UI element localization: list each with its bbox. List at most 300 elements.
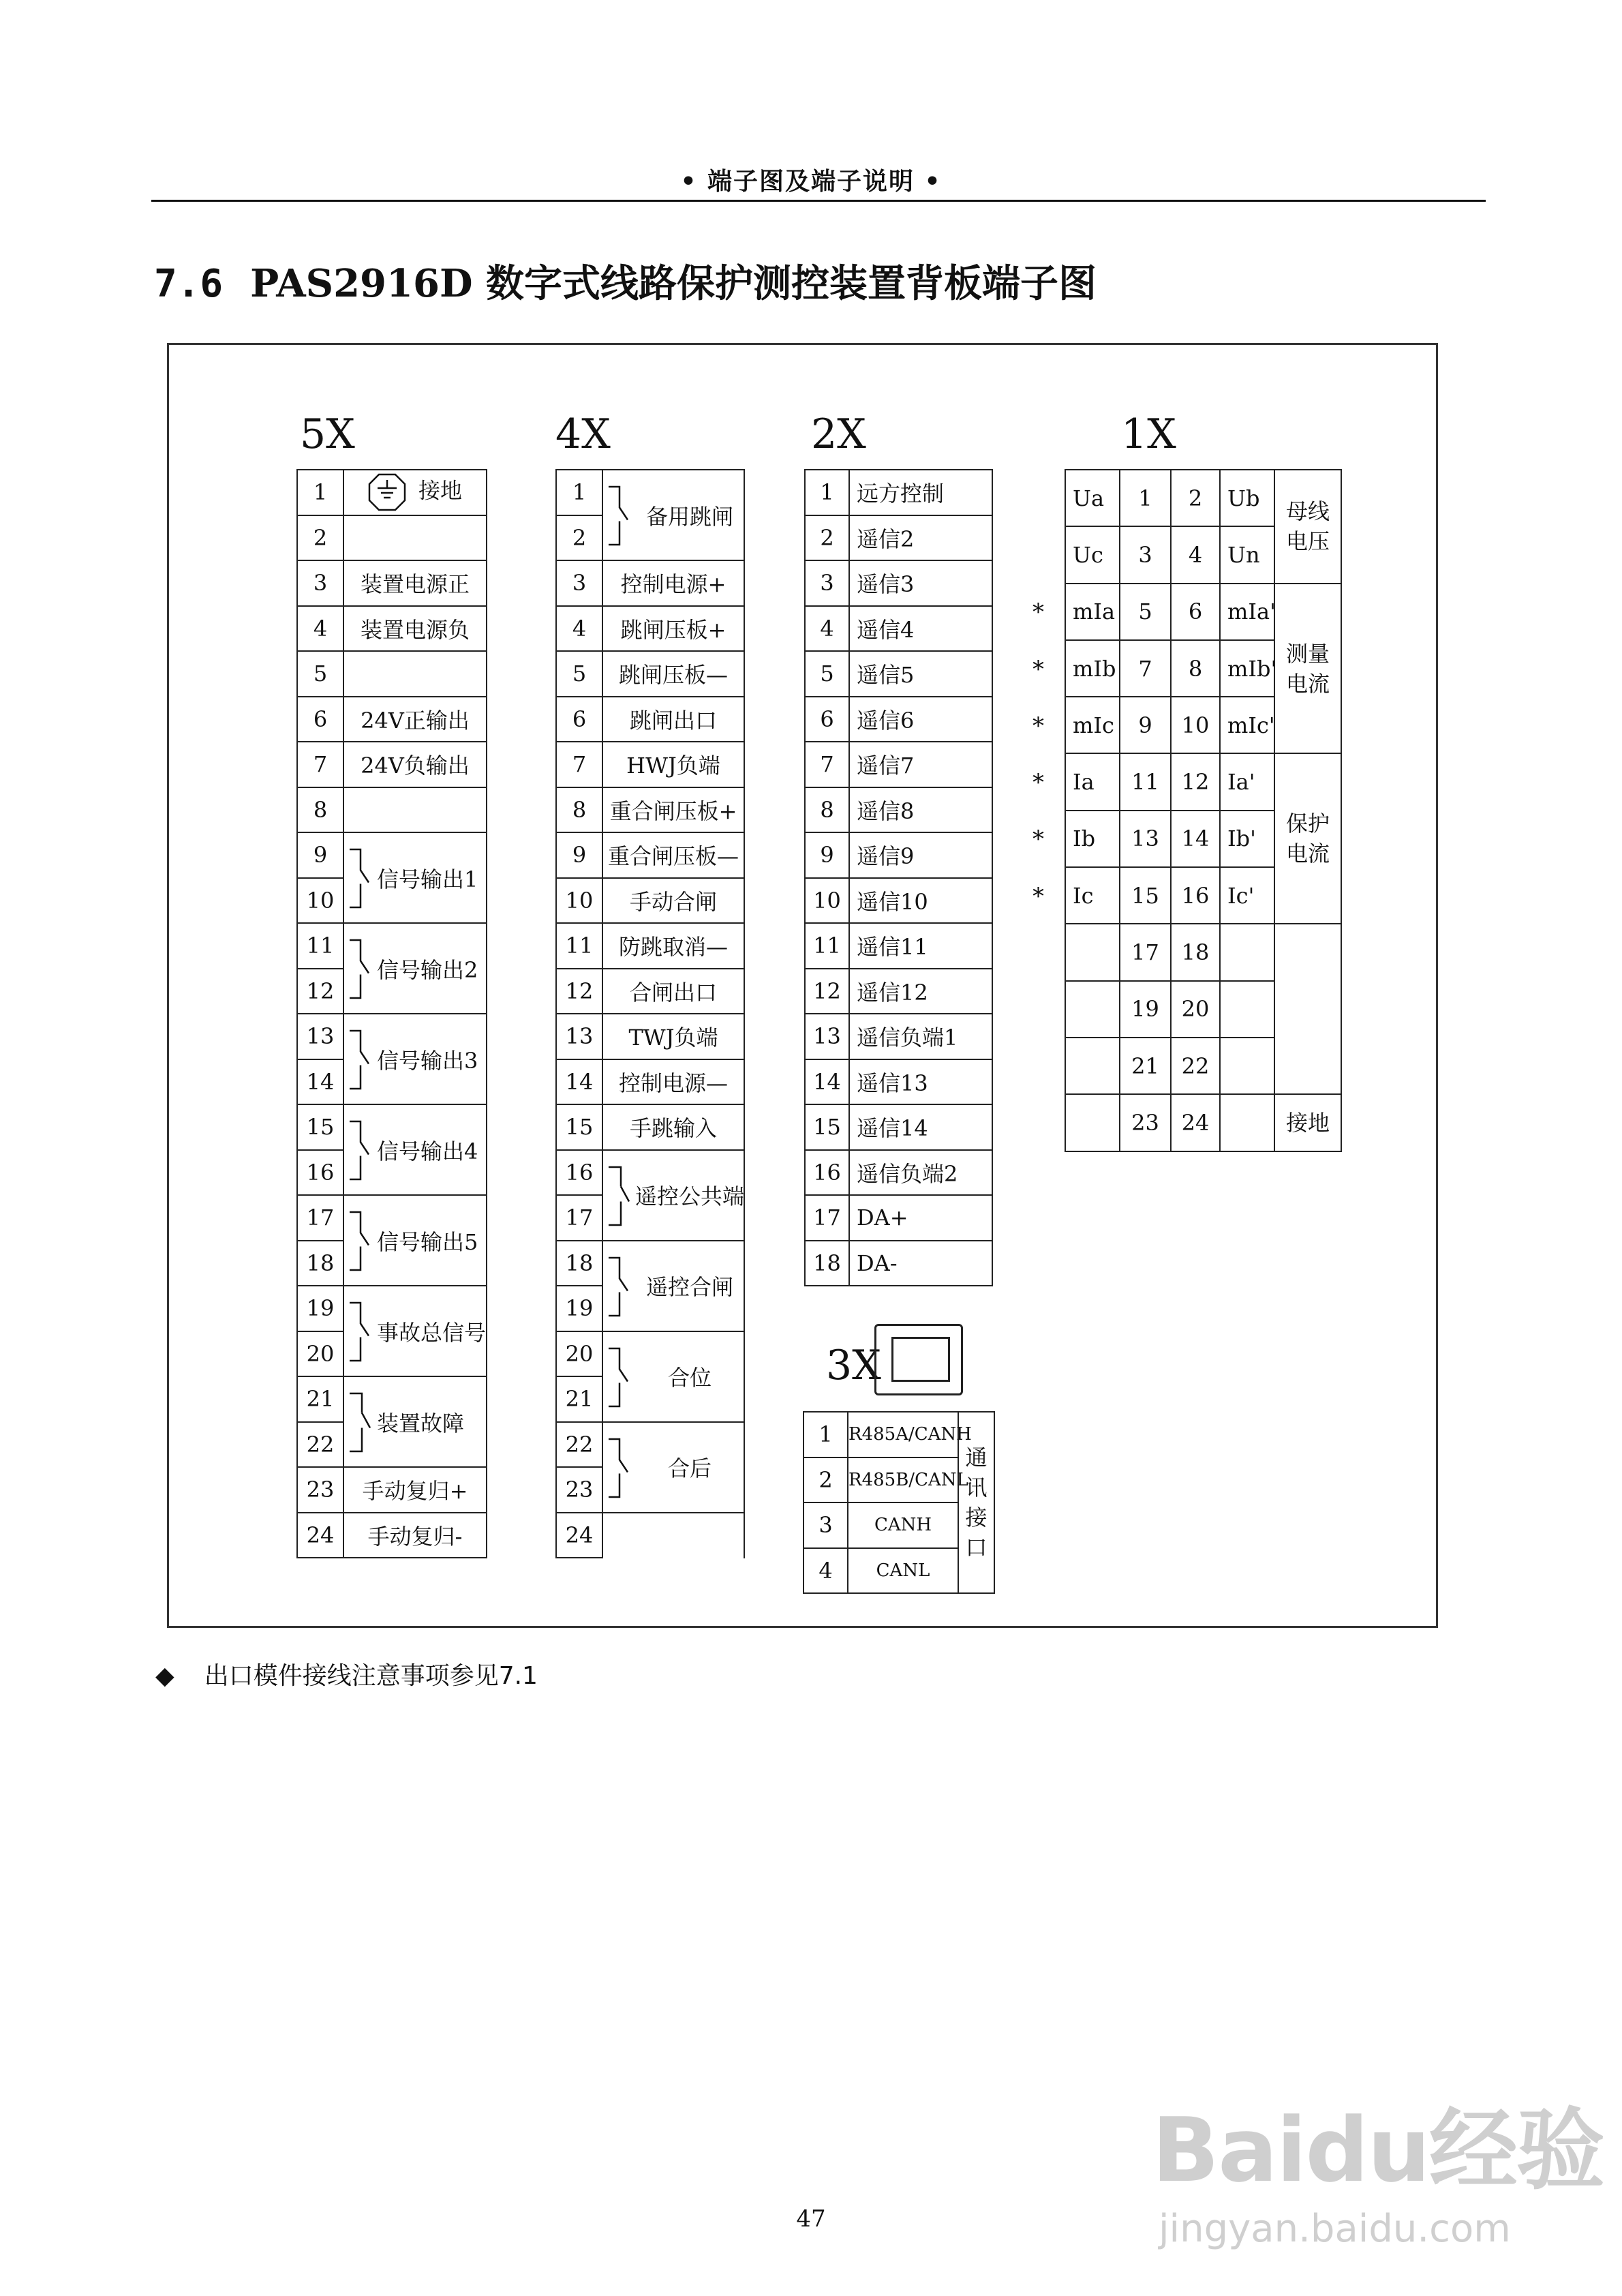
- terminal-number: 1: [297, 470, 343, 515]
- terminal-label: 信号输出1: [377, 866, 478, 892]
- terminal-row: [805, 470, 992, 515]
- terminal-number: 6: [1171, 584, 1220, 640]
- terminal-number: 9: [297, 832, 343, 878]
- relay-contact-icon: [606, 470, 630, 561]
- terminal-label: 信号输出3: [377, 1047, 478, 1074]
- terminal-row: [1065, 584, 1341, 640]
- terminal-number: 7: [805, 742, 849, 787]
- terminal-number: 1: [556, 470, 602, 515]
- signal-name-right: mIc': [1220, 697, 1274, 753]
- terminal-label: 合位: [667, 1365, 711, 1391]
- terminal-label: 遥控合闸: [645, 1274, 733, 1300]
- terminal-number: 8: [1171, 640, 1220, 697]
- terminal-block-1x: [1065, 469, 1342, 1152]
- terminal-label-text: 遥信3: [857, 571, 915, 598]
- comm-port-side-label: 通 讯 接 口: [958, 1412, 994, 1593]
- terminal-label-text: 手动复归-: [367, 1523, 463, 1550]
- terminal-label-text: 重合闸压板+: [609, 798, 737, 824]
- terminal-label-text: DA+: [857, 1205, 908, 1231]
- terminal-label-text: 远方控制: [857, 481, 945, 507]
- terminal-number: 8: [556, 787, 602, 833]
- terminal-row: [556, 1422, 744, 1468]
- terminal-label: [602, 832, 744, 878]
- terminal-row: [556, 787, 744, 833]
- terminal-label: [602, 651, 744, 697]
- terminal-number: 1: [805, 470, 849, 515]
- terminal-row: [297, 1467, 487, 1513]
- terminal-label-text: 防跳取消—: [618, 934, 728, 961]
- terminal-number: 16: [297, 1150, 343, 1196]
- terminal-label: 备用跳闸: [645, 503, 733, 530]
- terminal-label: [849, 1104, 992, 1150]
- terminal-label: 遥控公共端: [635, 1183, 745, 1209]
- signal-name-left: Ua: [1065, 470, 1120, 526]
- terminal-row: [297, 515, 487, 561]
- terminal-label: R485A/CANH: [848, 1412, 958, 1457]
- terminal-number: 16: [556, 1150, 602, 1196]
- terminal-number: 13: [556, 1014, 602, 1059]
- terminal-row: [805, 742, 992, 787]
- terminal-label-text: 遥信6: [857, 707, 915, 734]
- terminal-label-text: 遥信9: [857, 843, 915, 870]
- terminal-row: [556, 1331, 744, 1377]
- terminal-number: 4: [556, 606, 602, 652]
- terminal-number: 15: [556, 1104, 602, 1150]
- signal-name-left: [1065, 1038, 1120, 1094]
- terminal-label: [343, 1513, 487, 1558]
- terminal-number: 6: [297, 697, 343, 742]
- terminal-label-text: 遥信7: [857, 753, 915, 779]
- terminal-label-text: 遥信13: [857, 1070, 928, 1096]
- signal-name-right: [1220, 1094, 1274, 1151]
- terminal-number: 4: [1171, 526, 1220, 583]
- relay-contact-icon: [606, 1332, 630, 1423]
- terminal-row: [297, 742, 487, 787]
- terminal-label: [343, 697, 487, 742]
- signal-name-right: Ib': [1220, 811, 1274, 867]
- terminal-number: 4: [804, 1548, 848, 1594]
- terminal-number: 11: [805, 923, 849, 969]
- terminal-label: [602, 742, 744, 787]
- terminal-number: 5: [1120, 584, 1171, 640]
- terminal-number: 16: [1171, 867, 1220, 924]
- terminal-row: [1065, 924, 1341, 980]
- signal-name-right: mIa': [1220, 584, 1274, 640]
- signal-name-left: mIc: [1065, 697, 1120, 753]
- terminal-label-text: 24V正输出: [361, 707, 470, 734]
- terminal-block-3x: [803, 1411, 995, 1594]
- terminal-number: 24: [1171, 1094, 1220, 1151]
- relay-contact-cell: [343, 1286, 487, 1376]
- terminal-row: [297, 1513, 487, 1558]
- terminal-number: 6: [556, 697, 602, 742]
- group-label-3x: 3X: [826, 1342, 881, 1389]
- terminal-row: [556, 470, 744, 515]
- terminal-number: 17: [805, 1195, 849, 1241]
- polarity-star: *: [1032, 599, 1044, 626]
- terminal-label: 装置故障: [377, 1410, 465, 1436]
- terminal-number: 23: [1120, 1094, 1171, 1151]
- terminal-label: [849, 969, 992, 1014]
- terminal-row: [1065, 1094, 1341, 1151]
- terminal-row: [297, 560, 487, 606]
- relay-contact-cell: [343, 923, 487, 1014]
- terminal-row: [297, 923, 487, 969]
- terminal-number: 2: [805, 515, 849, 561]
- terminal-row: [297, 470, 487, 515]
- terminal-label: [602, 1104, 744, 1150]
- terminal-number: 7: [297, 742, 343, 787]
- terminal-number: 11: [556, 923, 602, 969]
- terminal-label: [602, 878, 744, 924]
- relay-contact-icon: [606, 1151, 630, 1241]
- terminal-number: 8: [805, 787, 849, 833]
- terminal-label-text: 控制电源+: [620, 571, 726, 598]
- terminal-row: [805, 1104, 992, 1150]
- terminal-label-text: 手动合闸: [629, 888, 717, 915]
- terminal-label-text: 遥信8: [857, 798, 915, 824]
- terminal-number: 16: [805, 1150, 849, 1196]
- group-label-2x: 2X: [811, 410, 866, 458]
- terminal-number: 22: [297, 1422, 343, 1468]
- terminal-row: [556, 1513, 744, 1558]
- terminal-number: 14: [805, 1059, 849, 1105]
- terminal-number: 8: [297, 787, 343, 833]
- terminal-label: [343, 651, 487, 697]
- terminal-number: 24: [556, 1513, 602, 1558]
- terminal-label-text: DA-: [857, 1250, 898, 1276]
- watermark-logo: Baidu经验: [1152, 2098, 1604, 2202]
- terminal-row: [805, 651, 992, 697]
- terminal-label: [602, 1014, 744, 1059]
- terminal-row: [297, 1104, 487, 1150]
- terminal-number: 20: [556, 1331, 602, 1377]
- terminal-row: [556, 651, 744, 697]
- terminal-number: 15: [297, 1104, 343, 1150]
- terminal-label: [343, 515, 487, 561]
- terminal-label-text: 合闸出口: [629, 979, 717, 1006]
- terminal-row: [556, 742, 744, 787]
- relay-contact-icon: [347, 1105, 371, 1196]
- header-rule: [151, 200, 1486, 202]
- terminal-block-4x: [555, 469, 745, 1558]
- terminal-number: 12: [1171, 753, 1220, 810]
- signal-name-right: Ub: [1220, 470, 1274, 526]
- terminal-number: 1: [1120, 470, 1171, 526]
- terminal-number: 19: [297, 1286, 343, 1331]
- terminal-label: [602, 697, 744, 742]
- terminal-label: [849, 832, 992, 878]
- terminal-label: [343, 470, 487, 515]
- terminal-label: [849, 515, 992, 561]
- terminal-row: [297, 697, 487, 742]
- terminal-row: [556, 560, 744, 606]
- terminal-label-text: 重合闸压板—: [607, 843, 739, 870]
- terminal-label-text: 装置电源负: [360, 616, 470, 643]
- terminal-label: [849, 923, 992, 969]
- terminal-label: [849, 1014, 992, 1059]
- terminal-number: 9: [1120, 697, 1171, 753]
- relay-contact-icon: [347, 833, 371, 924]
- relay-contact-icon: [347, 1014, 371, 1105]
- terminal-label: [602, 969, 744, 1014]
- terminal-number: 20: [1171, 981, 1220, 1038]
- terminal-number: 10: [1171, 697, 1220, 753]
- terminal-number: 7: [556, 742, 602, 787]
- terminal-row: [297, 1195, 487, 1241]
- signal-name-left: [1065, 981, 1120, 1038]
- terminal-number: 10: [805, 878, 849, 924]
- terminal-row: [805, 787, 992, 833]
- terminal-label-text: 跳闸压板—: [618, 662, 728, 689]
- terminal-label: [343, 742, 487, 787]
- terminal-number: 4: [805, 606, 849, 652]
- group-label-1x: 1X: [1121, 410, 1176, 458]
- connector-3x-icon: [874, 1324, 963, 1395]
- terminal-label: R485B/CANL: [848, 1457, 958, 1503]
- terminal-number: 6: [805, 697, 849, 742]
- footer-note-text: 出口模件接线注意事项参见7.1: [204, 1662, 538, 1690]
- section-number: 7.6: [154, 262, 224, 306]
- terminal-number: 2: [804, 1457, 848, 1503]
- terminal-row: [556, 1014, 744, 1059]
- terminal-row: [805, 1195, 992, 1241]
- signal-name-right: [1220, 1038, 1274, 1094]
- terminal-number: 24: [297, 1513, 343, 1558]
- terminal-number: 14: [297, 1059, 343, 1105]
- terminal-number: 3: [805, 560, 849, 606]
- terminal-row: [805, 923, 992, 969]
- terminal-row: [556, 1241, 744, 1286]
- terminal-label: 合后: [667, 1455, 711, 1481]
- terminal-number: 22: [1171, 1038, 1220, 1094]
- polarity-star: *: [1032, 769, 1044, 797]
- terminal-label: [849, 742, 992, 787]
- terminal-label-text: 手跳输入: [629, 1115, 717, 1142]
- diamond-bullet-icon: ◆: [155, 1662, 174, 1690]
- terminal-number: 5: [805, 651, 849, 697]
- signal-name-left: Ib: [1065, 811, 1120, 867]
- terminal-label: [849, 787, 992, 833]
- terminal-row: [1065, 753, 1341, 810]
- terminal-number: 7: [1120, 640, 1171, 697]
- terminal-number: 17: [297, 1195, 343, 1241]
- group-label-5x: 5X: [300, 410, 355, 458]
- terminal-label-text: 遥信负端1: [857, 1025, 958, 1051]
- terminal-number: 2: [556, 515, 602, 561]
- signal-name-left: mIa: [1065, 584, 1120, 640]
- terminal-row: [1065, 470, 1341, 526]
- terminal-label: [602, 787, 744, 833]
- terminal-row: [805, 1014, 992, 1059]
- terminal-row: [297, 1014, 487, 1059]
- terminal-number: 3: [804, 1502, 848, 1548]
- watermark: [1152, 2079, 1604, 2251]
- signal-name-right: [1220, 924, 1274, 980]
- terminal-row: [297, 606, 487, 652]
- terminal-label-text: 24V负输出: [361, 753, 470, 779]
- terminal-number: 3: [297, 560, 343, 606]
- terminal-label: 信号输出2: [377, 956, 478, 983]
- terminal-number: 21: [1120, 1038, 1171, 1094]
- terminal-label-text: 跳闸压板+: [620, 616, 726, 643]
- terminal-label-text: 遥信11: [857, 934, 928, 961]
- terminal-number: 15: [1120, 867, 1171, 924]
- terminal-label: [849, 651, 992, 697]
- terminal-number: 4: [297, 606, 343, 652]
- terminal-block-5x: [296, 469, 487, 1558]
- terminal-label: [849, 697, 992, 742]
- terminal-label-text: 遥信2: [857, 526, 915, 552]
- signal-name-left: Uc: [1065, 526, 1120, 583]
- relay-contact-icon: [347, 1377, 371, 1468]
- relay-contact-cell: [602, 470, 744, 560]
- terminal-label: 信号输出5: [377, 1228, 478, 1255]
- terminal-label: [849, 1241, 992, 1286]
- relay-contact-cell: [602, 1331, 744, 1422]
- terminal-label-text: 遥信14: [857, 1115, 928, 1142]
- signal-name-right: Un: [1220, 526, 1274, 583]
- signal-name-left: Ic: [1065, 867, 1120, 924]
- terminal-row: [556, 606, 744, 652]
- terminal-row: [805, 832, 992, 878]
- signal-name-right: Ic': [1220, 867, 1274, 924]
- terminal-label-text: HWJ负端: [626, 753, 720, 779]
- terminal-row: [805, 1059, 992, 1105]
- polarity-star: *: [1032, 655, 1044, 683]
- relay-contact-icon: [606, 1423, 630, 1513]
- terminal-number: 10: [556, 878, 602, 924]
- terminal-label-text: 接地: [418, 477, 462, 504]
- footer-note: [155, 1657, 538, 1691]
- section-title: [154, 254, 1097, 308]
- watermark-url: jingyan.baidu.com: [1159, 2207, 1511, 2251]
- signal-name-right: Ia': [1220, 753, 1274, 810]
- terminal-label-text: 遥信负端2: [857, 1160, 958, 1187]
- signal-name-left: Ia: [1065, 753, 1120, 810]
- terminal-row: [297, 651, 487, 697]
- terminal-number: 14: [556, 1059, 602, 1105]
- terminal-label-text: 控制电源—: [618, 1070, 728, 1096]
- terminal-number: 9: [556, 832, 602, 878]
- terminal-number: 1: [804, 1412, 848, 1457]
- signal-name-left: [1065, 924, 1120, 980]
- terminal-label: [343, 1467, 487, 1513]
- terminal-row: [556, 969, 744, 1014]
- signal-group-label: 接地: [1274, 1094, 1341, 1151]
- relay-contact-cell: [343, 1376, 487, 1467]
- terminal-label-text: 装置电源正: [360, 571, 470, 598]
- relay-contact-cell: [343, 1104, 487, 1195]
- terminal-number: 11: [1120, 753, 1171, 810]
- terminal-row: [556, 923, 744, 969]
- terminal-row: [297, 787, 487, 833]
- terminal-label: [849, 1150, 992, 1196]
- terminal-number: 2: [1171, 470, 1220, 526]
- signal-group-label: 测量电流: [1274, 584, 1341, 754]
- terminal-number: 12: [297, 969, 343, 1014]
- terminal-number: 11: [297, 923, 343, 969]
- ground-icon: [368, 478, 418, 504]
- relay-contact-cell: [343, 1195, 487, 1286]
- relay-contact-icon: [347, 924, 371, 1014]
- terminal-label: [849, 560, 992, 606]
- signal-name-left: mIb: [1065, 640, 1120, 697]
- terminal-number: 15: [805, 1104, 849, 1150]
- terminal-label: [602, 1059, 744, 1105]
- terminal-row: [556, 1059, 744, 1105]
- terminal-label-text: TWJ负端: [628, 1025, 718, 1051]
- terminal-row: [556, 697, 744, 742]
- relay-contact-cell: [602, 1241, 744, 1331]
- signal-name-right: mIb': [1220, 640, 1274, 697]
- terminal-label: 信号输出4: [377, 1138, 478, 1164]
- terminal-label-text: 跳闸出口: [629, 707, 717, 734]
- terminal-label-text: 手动复归+: [362, 1478, 468, 1505]
- terminal-label-text: 遥信12: [857, 979, 928, 1006]
- terminal-number: 18: [556, 1241, 602, 1286]
- terminal-number: 5: [297, 651, 343, 697]
- signal-group-label: 母线电压: [1274, 470, 1341, 584]
- terminal-number: 18: [805, 1241, 849, 1286]
- relay-contact-icon: [347, 1196, 371, 1286]
- terminal-number: 13: [805, 1014, 849, 1059]
- polarity-star: *: [1032, 712, 1044, 740]
- terminal-number: 10: [297, 878, 343, 924]
- terminal-label: CANH: [848, 1502, 958, 1548]
- terminal-number: 21: [556, 1376, 602, 1422]
- terminal-label: [602, 606, 744, 652]
- terminal-number: 22: [556, 1422, 602, 1468]
- terminal-label: [849, 878, 992, 924]
- terminal-row: [804, 1412, 994, 1457]
- relay-contact-cell: [343, 1014, 487, 1104]
- terminal-label: [849, 1059, 992, 1105]
- signal-group-label: [1274, 924, 1341, 1094]
- terminal-row: [556, 832, 744, 878]
- terminal-row: [805, 560, 992, 606]
- terminal-label-text: 遥信5: [857, 662, 915, 689]
- polarity-star: *: [1032, 826, 1044, 854]
- terminal-number: 21: [297, 1376, 343, 1422]
- terminal-label: [343, 787, 487, 833]
- terminal-number: 5: [556, 651, 602, 697]
- relay-contact-icon: [347, 1286, 371, 1377]
- terminal-number: 20: [297, 1331, 343, 1377]
- terminal-label: 事故总信号: [377, 1319, 487, 1346]
- polarity-star: *: [1032, 882, 1044, 910]
- terminal-row: [805, 515, 992, 561]
- terminal-row: [805, 969, 992, 1014]
- terminal-label: CANL: [848, 1548, 958, 1594]
- terminal-number: 17: [1120, 924, 1171, 980]
- terminal-row: [805, 1150, 992, 1196]
- terminal-number: 2: [297, 515, 343, 561]
- running-header: • 端子图及端子说明 •: [680, 168, 942, 196]
- group-label-4x: 4X: [555, 410, 611, 458]
- terminal-label-text: 遥信10: [857, 888, 928, 915]
- terminal-row: [556, 1104, 744, 1150]
- terminal-label: [343, 606, 487, 652]
- section-heading: PAS2916D 数字式线路保护测控装置背板端子图: [250, 261, 1097, 306]
- terminal-number: 12: [805, 969, 849, 1014]
- terminal-label: [602, 560, 744, 606]
- terminal-row: [556, 878, 744, 924]
- terminal-number: 18: [1171, 924, 1220, 980]
- terminal-row: [805, 697, 992, 742]
- terminal-number: 18: [297, 1241, 343, 1286]
- page-number: 47: [796, 2205, 826, 2233]
